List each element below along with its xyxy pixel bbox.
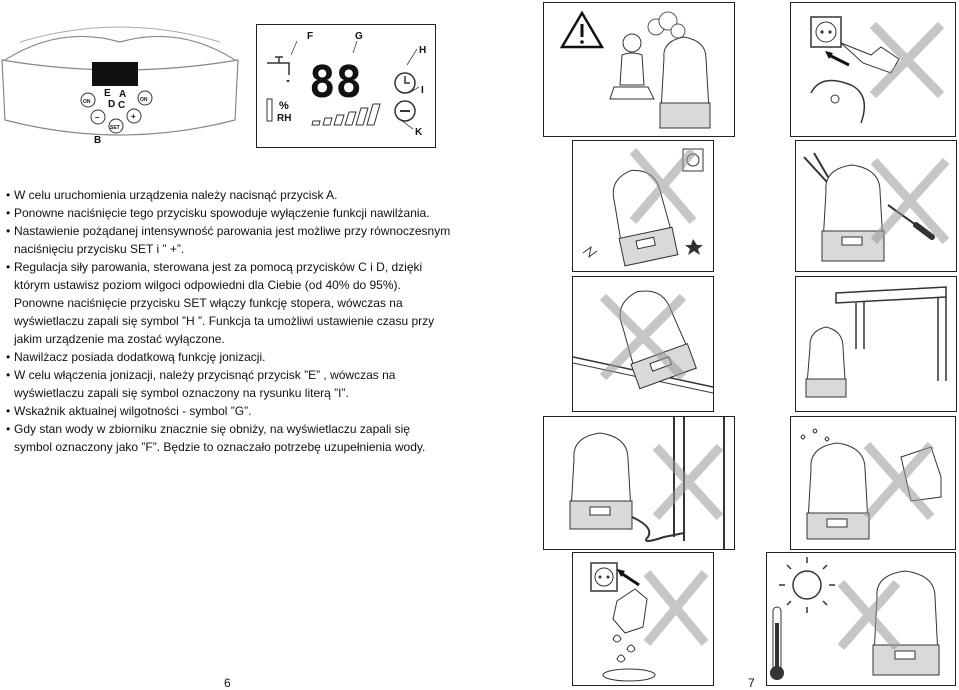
thermometer-icon	[770, 607, 784, 680]
instruction-line: • Gdy stan wody w zbiorniku znacznie się obniży, na wyświetlaczu zapali się	[6, 420, 466, 438]
no-heat-drawing	[767, 553, 955, 685]
unstable-surface-panel	[572, 276, 714, 412]
spark-icon	[583, 247, 597, 257]
warning-children-panel	[543, 2, 735, 137]
page-number-left: 6	[224, 676, 231, 690]
instruction-line: Ponowne naciśnięcie przycisku SET włączy funkcję stopera, wówczas na	[14, 296, 403, 310]
timer-icon	[395, 73, 415, 93]
table-placement-drawing	[796, 277, 956, 411]
table-placement-panel	[795, 276, 957, 412]
label-h: H	[419, 45, 427, 56]
sun-icon	[779, 557, 835, 613]
device-drawing	[0, 20, 240, 150]
instruction-line: • W celu uruchomienia urządzenia należy nacisnąć przycisk A.	[6, 186, 466, 204]
no-disassembly-panel	[795, 140, 957, 272]
display-drawing	[257, 25, 435, 147]
instruction-line: symbol oznaczony jako ”F”. Będzie to oznaczało potrzebę uzupełnienia wody.	[14, 440, 426, 454]
instruction-line: jakim urządzenie ma zostać wyłączone.	[14, 332, 225, 346]
humidifier-icon	[822, 165, 884, 261]
plus-button-label: +	[131, 112, 136, 121]
no-heat-panel	[766, 552, 956, 686]
instruction-line: • Nawilżacz posiada dodatkową funkcję jonizacji.	[6, 348, 466, 366]
puddle-icon	[603, 669, 655, 681]
no-wet-plug-drawing	[573, 141, 713, 271]
display-diagram	[256, 24, 436, 148]
instruction-line: • Regulacja siły parowania, sterowana jest za pomocą przycisków C i D, dzięki	[6, 258, 466, 276]
instruction-line: • Ponowne naciśnięcie tego przycisku spowoduje wyłączenie funkcji nawilżania.	[6, 204, 466, 222]
cross-icon	[874, 161, 946, 241]
ion-minus-icon	[395, 101, 415, 121]
on-button-label: ON	[83, 99, 91, 105]
instruction-line: którym ustawisz poziom wilgoci odpowiedni dla Ciebie (od 40% do 95%).	[14, 278, 401, 292]
device-display	[92, 62, 138, 86]
humidifier-icon	[806, 327, 846, 397]
arrow-icon	[829, 55, 849, 65]
steam-cloud-icon	[648, 12, 685, 38]
label-d: D	[108, 99, 116, 110]
instruction-line: naciśnięciu przycisku SET i ” +”.	[14, 242, 185, 256]
rh-symbol: RH	[277, 113, 292, 124]
arrow-icon	[621, 573, 639, 585]
instruction-list	[6, 186, 466, 456]
humidifier-icon	[807, 443, 869, 539]
instruction-line: • Wskaźnik aktualnej wilgotności - symbol ”G”.	[6, 402, 466, 420]
label-c: C	[118, 100, 126, 111]
label-e: E	[104, 88, 111, 99]
page-number-right: 7	[748, 676, 755, 690]
percent-symbol: %	[279, 100, 289, 112]
label-k: K	[415, 127, 423, 138]
water-drops-icon	[801, 429, 829, 441]
wet-hand-icon	[613, 589, 647, 633]
cross-icon	[656, 447, 720, 517]
instruction-line: wyświetlaczu zapali się symbol ”H ”. Funkcja ta umożliwi ustawienie czasu przy	[14, 314, 435, 328]
table-icon	[836, 287, 946, 381]
cable-icon	[632, 517, 684, 541]
faucet-icon	[267, 57, 289, 82]
label-a: A	[119, 89, 127, 100]
ion-button-label: ON	[140, 97, 148, 103]
label-f: F	[307, 31, 314, 42]
unplug-panel	[790, 2, 956, 137]
star-icon	[685, 239, 703, 255]
label-i: I	[421, 85, 424, 96]
warning-children-drawing	[544, 3, 734, 136]
water-drops-icon	[613, 635, 635, 662]
instruction-line: wyświetlaczu zapali się symbol oznaczony na rysunku literą ”I”.	[14, 386, 349, 400]
no-wet-hands-drawing	[573, 553, 713, 685]
unstable-surface-drawing	[573, 277, 713, 411]
no-spray-panel	[790, 416, 956, 550]
instruction-line: • Nastawienie pożądanej intensywność parowania jest możliwe przy równoczesnym	[6, 222, 466, 240]
humidifier-icon	[660, 37, 710, 128]
label-b: B	[94, 135, 102, 146]
humidifier-icon	[873, 571, 939, 675]
no-wet-hands-panel	[572, 552, 714, 686]
unplug-drawing	[791, 3, 955, 136]
device-illustration	[0, 20, 240, 150]
no-wet-plug-panel	[572, 140, 714, 272]
no-spray-drawing	[791, 417, 955, 549]
child-figure-icon	[610, 34, 654, 99]
humidifier-icon	[570, 433, 632, 529]
cable-route-drawing	[544, 417, 734, 549]
cable-route-panel	[543, 416, 735, 550]
warning-triangle-icon	[562, 13, 602, 47]
label-g: G	[355, 31, 363, 42]
cross-icon	[647, 573, 705, 643]
no-disassembly-drawing	[796, 141, 956, 271]
instruction-line: • W celu włączenia jonizacji, należy przycisnąć przycisk ”E” , wówczas na	[6, 366, 466, 384]
socket-icon	[591, 563, 617, 591]
minus-button-label: –	[95, 113, 100, 122]
water-level-bar	[267, 99, 272, 121]
socket-icon	[811, 17, 841, 47]
seven-segment-digits: 88	[309, 57, 362, 108]
set-button-label: SET	[110, 125, 120, 131]
